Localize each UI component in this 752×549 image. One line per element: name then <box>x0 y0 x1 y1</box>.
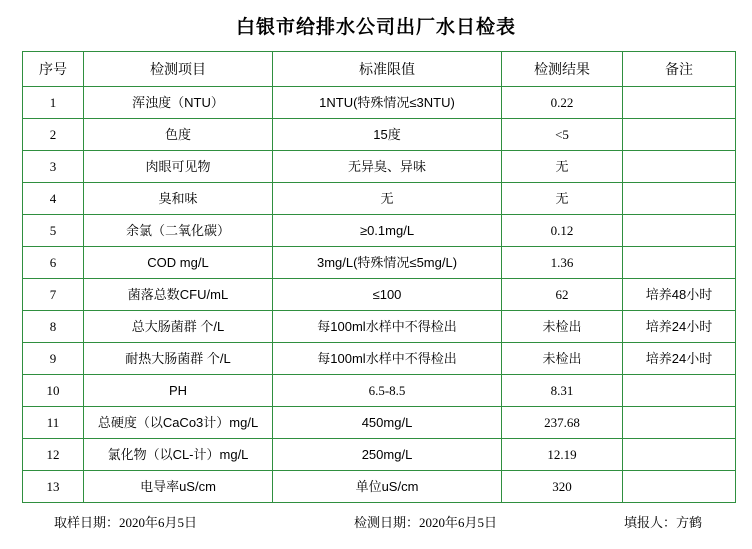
cell-item: COD mg/L <box>84 247 273 279</box>
cell-standard: 250mg/L <box>273 439 502 471</box>
cell-standard: 无 <box>273 183 502 215</box>
cell-no: 13 <box>23 471 84 503</box>
cell-note <box>623 375 736 407</box>
table-container <box>0 51 752 503</box>
sampling-date-label: 取样日期： <box>54 515 120 530</box>
cell-no: 1 <box>23 87 84 119</box>
footer <box>0 512 752 531</box>
table-row <box>23 279 736 311</box>
cell-result: 0.22 <box>502 87 623 119</box>
cell-note: 培养24小时 <box>623 343 736 375</box>
cell-standard: 单位uS/cm <box>273 471 502 503</box>
table-row <box>23 215 736 247</box>
cell-result: 320 <box>502 471 623 503</box>
cell-no: 10 <box>23 375 84 407</box>
table-row <box>23 119 736 151</box>
cell-result: <5 <box>502 119 623 151</box>
cell-note <box>623 183 736 215</box>
cell-item: 总大肠菌群 个/L <box>84 311 273 343</box>
cell-no: 11 <box>23 407 84 439</box>
reporter-group <box>624 512 730 531</box>
cell-note: 培养24小时 <box>623 311 736 343</box>
table-row <box>23 247 736 279</box>
cell-result: 0.12 <box>502 215 623 247</box>
testing-date-value: 2020年6月5日 <box>419 515 498 530</box>
page-title: 白银市给排水公司出厂水日检表 <box>235 17 516 38</box>
testing-date-label: 检测日期： <box>354 515 420 530</box>
cell-note <box>623 247 736 279</box>
cell-no: 6 <box>23 247 84 279</box>
cell-item: 总硬度（以CaCo3计）mg/L <box>84 407 273 439</box>
cell-result: 未检出 <box>502 311 623 343</box>
header-cell-item: 检测项目 <box>84 52 273 87</box>
cell-result: 12.19 <box>502 439 623 471</box>
cell-result: 8.31 <box>502 375 623 407</box>
cell-note <box>623 119 736 151</box>
cell-no: 12 <box>23 439 84 471</box>
header-row <box>23 52 736 87</box>
cell-result: 237.68 <box>502 407 623 439</box>
cell-note: 培养48小时 <box>623 279 736 311</box>
table-row <box>23 375 736 407</box>
cell-note <box>623 471 736 503</box>
table-row <box>23 471 736 503</box>
table-row <box>23 439 736 471</box>
table-row <box>23 311 736 343</box>
reporter-name: 方鹤 <box>676 515 703 530</box>
cell-item: PH <box>84 375 273 407</box>
table-header <box>23 52 736 87</box>
cell-item: 臭和味 <box>84 183 273 215</box>
cell-result: 无 <box>502 151 623 183</box>
cell-item: 浑浊度（NTU） <box>84 87 273 119</box>
cell-item: 电导率uS/cm <box>84 471 273 503</box>
table-row <box>23 87 736 119</box>
cell-no: 8 <box>23 311 84 343</box>
cell-standard: ≤100 <box>273 279 502 311</box>
cell-standard: 无异臭、异味 <box>273 151 502 183</box>
header-cell-note: 备注 <box>623 52 736 87</box>
cell-standard: 6.5-8.5 <box>273 375 502 407</box>
cell-note <box>623 439 736 471</box>
cell-note <box>623 215 736 247</box>
cell-standard: 每100ml水样中不得检出 <box>273 343 502 375</box>
cell-note <box>623 407 736 439</box>
cell-no: 2 <box>23 119 84 151</box>
sampling-date-group <box>22 512 354 531</box>
cell-no: 5 <box>23 215 84 247</box>
cell-standard: 15度 <box>273 119 502 151</box>
cell-standard: 1NTU(特殊情况≤3NTU) <box>273 87 502 119</box>
water-quality-table <box>22 51 736 503</box>
header-cell-result: 检测结果 <box>502 52 623 87</box>
sampling-date-value: 2020年6月5日 <box>119 515 198 530</box>
table-row <box>23 343 736 375</box>
cell-note <box>623 87 736 119</box>
header-cell-no: 序号 <box>23 52 84 87</box>
reporter-label: 填报人： <box>624 515 677 530</box>
table-row <box>23 151 736 183</box>
testing-date-group <box>354 512 624 531</box>
cell-item: 色度 <box>84 119 273 151</box>
cell-item: 耐热大肠菌群 个/L <box>84 343 273 375</box>
cell-note <box>623 151 736 183</box>
cell-item: 余氯（二氧化碳） <box>84 215 273 247</box>
cell-result: 1.36 <box>502 247 623 279</box>
cell-standard: 450mg/L <box>273 407 502 439</box>
cell-item: 肉眼可见物 <box>84 151 273 183</box>
cell-item: 氯化物（以CL-计）mg/L <box>84 439 273 471</box>
cell-standard: 每100ml水样中不得检出 <box>273 311 502 343</box>
cell-no: 4 <box>23 183 84 215</box>
cell-result: 无 <box>502 183 623 215</box>
cell-no: 9 <box>23 343 84 375</box>
cell-standard: 3mg/L(特殊情况≤5mg/L) <box>273 247 502 279</box>
cell-item: 菌落总数CFU/mL <box>84 279 273 311</box>
header-cell-standard: 标准限值 <box>273 52 502 87</box>
table-row <box>23 183 736 215</box>
table-body <box>23 87 736 503</box>
cell-standard: ≥0.1mg/L <box>273 215 502 247</box>
cell-no: 7 <box>23 279 84 311</box>
table-row <box>23 407 736 439</box>
cell-result: 62 <box>502 279 623 311</box>
cell-no: 3 <box>23 151 84 183</box>
cell-result: 未检出 <box>502 343 623 375</box>
